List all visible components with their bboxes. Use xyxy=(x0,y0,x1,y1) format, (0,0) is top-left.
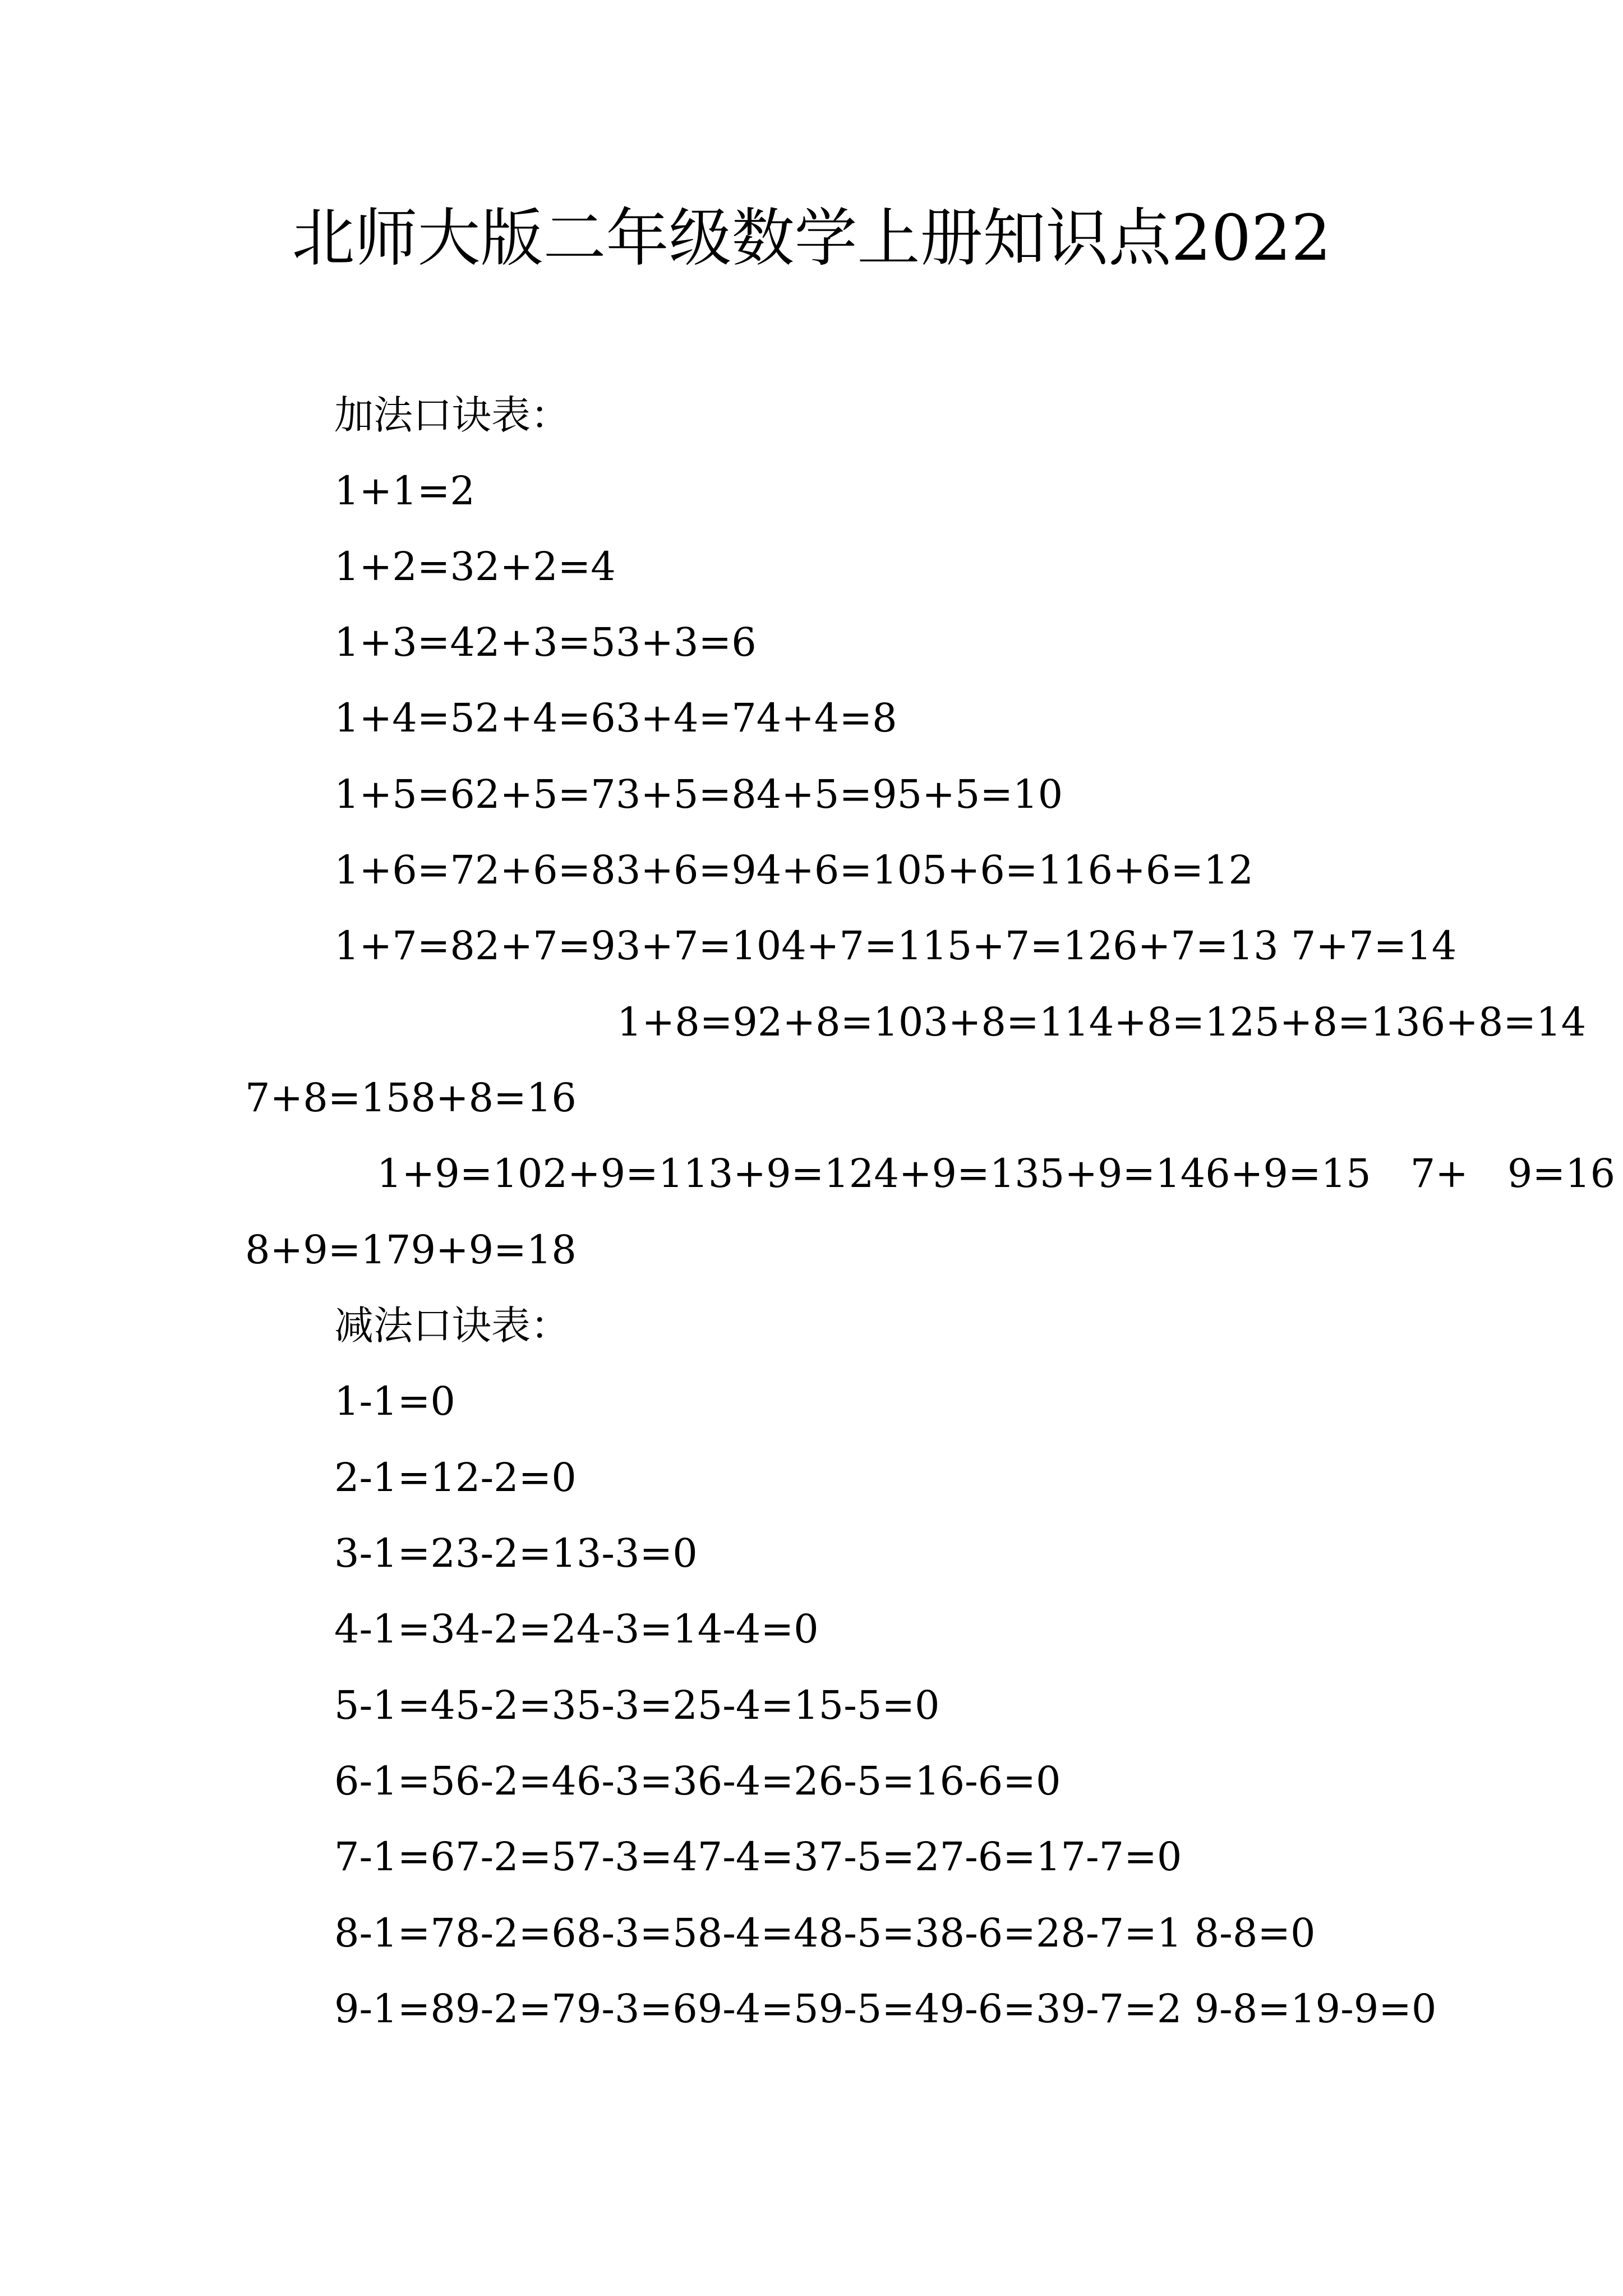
addition-row-9-part-1 xyxy=(377,1148,1615,1199)
subtraction-row-1: 1-1=0 xyxy=(334,1378,455,1424)
subtraction-row-8: 8-1=78-2=68-3=58-4=48-5=38-6=28-7=1 8-8=0 xyxy=(334,1910,1316,1956)
addition-row-4: 1+4=52+4=63+4=74+4=8 xyxy=(334,695,897,741)
subtraction-row-2: 2-1=12-2=0 xyxy=(334,1455,577,1501)
addition-row-2: 1+2=32+2=4 xyxy=(334,544,616,590)
addition-row-9-part-2: 8+9=179+9=18 xyxy=(245,1227,577,1273)
addition-row-6: 1+6=72+6=83+6=94+6=105+6=116+6=12 xyxy=(334,847,1254,893)
subtraction-row-3: 3-1=23-2=13-3=0 xyxy=(334,1530,698,1576)
addition-row-8-part-1: 1+8=92+8=103+8=114+8=125+8=136+8=14 xyxy=(617,999,1587,1045)
addition-row-1: 1+1=2 xyxy=(334,468,475,514)
addition-row-9-segment-c: 9=16 xyxy=(1507,1151,1616,1197)
addition-row-9-segment-b: 7+ xyxy=(1410,1151,1468,1197)
subtraction-row-7: 7-1=67-2=57-3=47-4=37-5=27-6=17-7=0 xyxy=(334,1834,1182,1880)
addition-row-3: 1+3=42+3=53+3=6 xyxy=(334,619,757,665)
addition-row-9-segment-a: 1+9=102+9=113+9=124+9=135+9=146+9=15 xyxy=(377,1151,1371,1197)
addition-row-8-part-2: 7+8=158+8=16 xyxy=(245,1075,577,1121)
subtraction-row-4: 4-1=34-2=24-3=14-4=0 xyxy=(334,1606,819,1652)
subtraction-row-5: 5-1=45-2=35-3=25-4=15-5=0 xyxy=(334,1682,940,1728)
subtraction-row-6: 6-1=56-2=46-3=36-4=26-5=16-6=0 xyxy=(334,1758,1061,1804)
addition-row-7: 1+7=82+7=93+7=104+7=115+7=126+7=13 7+7=14 xyxy=(334,923,1457,969)
addition-heading: 加法口诀表： xyxy=(334,392,570,438)
document-title: 北师大版二年级数学上册知识点2022 xyxy=(292,202,1331,275)
subtraction-row-9: 9-1=89-2=79-3=69-4=59-5=49-6=39-7=2 9-8=19-9=0 xyxy=(334,1986,1437,2032)
addition-row-5: 1+5=62+5=73+5=84+5=95+5=10 xyxy=(334,771,1063,817)
subtraction-heading: 减法口诀表： xyxy=(334,1303,570,1349)
